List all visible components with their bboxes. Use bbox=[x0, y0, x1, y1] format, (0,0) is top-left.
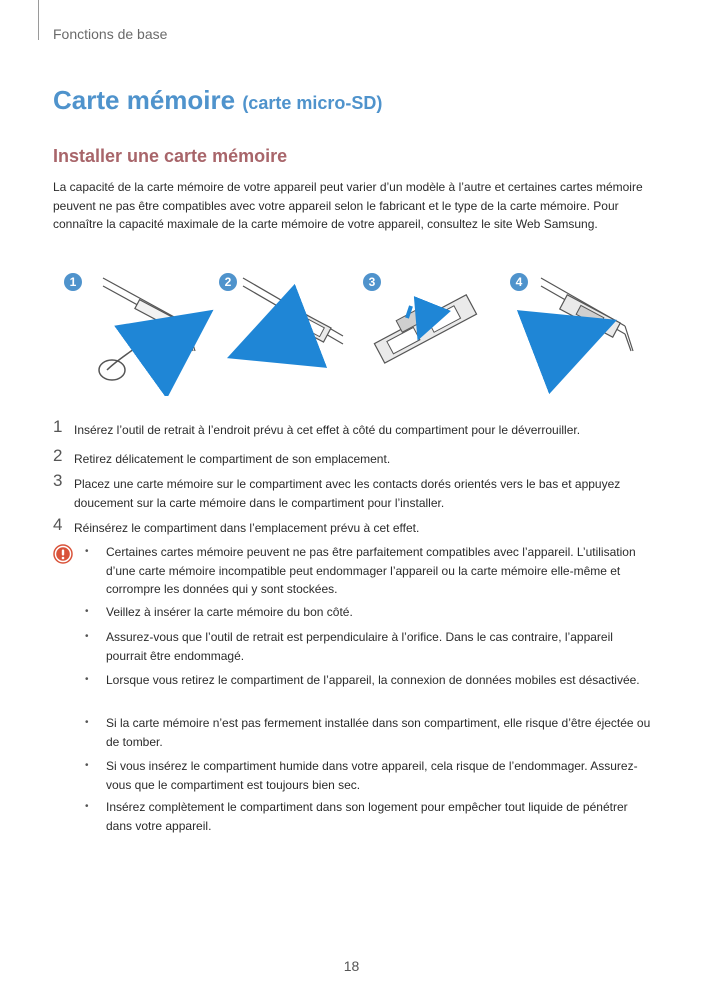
ejector-pin-icon bbox=[99, 360, 125, 380]
warning-text: Certaines cartes mémoire peuvent ne pas être parfaitement compatibles avec l’appareil. L’utilisation d’une carte mémoire incompatible peut endommager l’appareil ou la carte mémoire elle-même et corrompre les données qui y sont stockées. bbox=[106, 545, 636, 596]
section-title: Installer une carte mémoire bbox=[53, 146, 288, 166]
sim-tray-icon bbox=[370, 286, 477, 363]
step-text: Réinsérez le compartiment dans l’emplacement prévu à cet effet. bbox=[74, 521, 420, 535]
remove-arrow-icon bbox=[269, 332, 295, 342]
header-rule bbox=[38, 0, 39, 40]
step-badge bbox=[510, 273, 528, 291]
warning-text: Si vous insérez le compartiment humide dans votre appareil, cela risque de l’endommager. Assurez-vous que le compartiment est toujours bien sec. bbox=[106, 759, 638, 792]
caution-icon bbox=[53, 544, 73, 564]
step-badge-label: 3 bbox=[368, 275, 376, 289]
step-1-illustration bbox=[64, 273, 195, 380]
step-badge bbox=[64, 273, 82, 291]
page-number: 18 bbox=[343, 958, 360, 974]
step-text: Retirez délicatement le compartiment de son emplacement. bbox=[74, 452, 391, 466]
page-title-sub: (carte micro-SD) bbox=[242, 93, 383, 113]
section-header: Fonctions de base bbox=[53, 26, 168, 42]
step-4-illustration bbox=[510, 273, 633, 351]
step-number: 1 bbox=[53, 417, 63, 436]
warning-text: Veillez à insérer la carte mémoire du bon côté. bbox=[106, 605, 353, 619]
warning-text: Assurez-vous que l’outil de retrait est perpendiculaire à l’orifice. Dans le cas contraire, l’appareil pourrait être endommagé. bbox=[106, 630, 613, 663]
sim-tray-icon bbox=[560, 295, 620, 337]
step-text: Insérez l’outil de retrait à l’endroit prévu à cet effet à côté du compartiment pour le déverrouiller. bbox=[74, 423, 581, 437]
step-3-illustration bbox=[363, 273, 477, 363]
warning-text: Si la carte mémoire n’est pas fermement installée dans son compartiment, elle risque d’être éjectée ou de tomber. bbox=[106, 716, 651, 749]
step-badge bbox=[363, 273, 381, 291]
step-2-illustration bbox=[219, 273, 343, 344]
page-title-main: Carte mémoire bbox=[53, 85, 236, 115]
page-title bbox=[53, 84, 382, 119]
step-badge bbox=[219, 273, 237, 291]
installation-illustration bbox=[55, 266, 655, 396]
step-text: Placez une carte mémoire sur le compartiment avec les contacts dorés orientés vers le bas et appuyez doucement sur la carte mémoire dans le compartiment pour l’installer. bbox=[74, 477, 621, 510]
step-badge-label: 2 bbox=[224, 275, 232, 289]
step-badge-label: 1 bbox=[69, 275, 77, 289]
intro-paragraph: La capacité de la carte mémoire de votre appareil peut varier d’un modèle à l’autre et certaines cartes mémoire peuvent ne pas être compatibles avec votre appareil selon le fabricant et le type de la carte mémoire. Pour connaître la capacité maximale de la carte mémoire de votre appareil, consultez le site Web Samsung. bbox=[53, 180, 643, 231]
step-number: 3 bbox=[53, 471, 63, 490]
warning-text: Lorsque vous retirez le compartiment de l’appareil, la connexion de données mobiles est désactivée. bbox=[106, 673, 640, 687]
insert-arrow-icon bbox=[549, 336, 575, 346]
step-number: 2 bbox=[53, 446, 63, 465]
warning-text: Insérez complètement le compartiment dans son logement pour empêcher tout liquide de pénétrer dans votre appareil. bbox=[106, 800, 628, 833]
insert-arrow-icon bbox=[152, 336, 177, 354]
step-badge-label: 4 bbox=[515, 275, 523, 289]
step-number: 4 bbox=[53, 515, 63, 534]
